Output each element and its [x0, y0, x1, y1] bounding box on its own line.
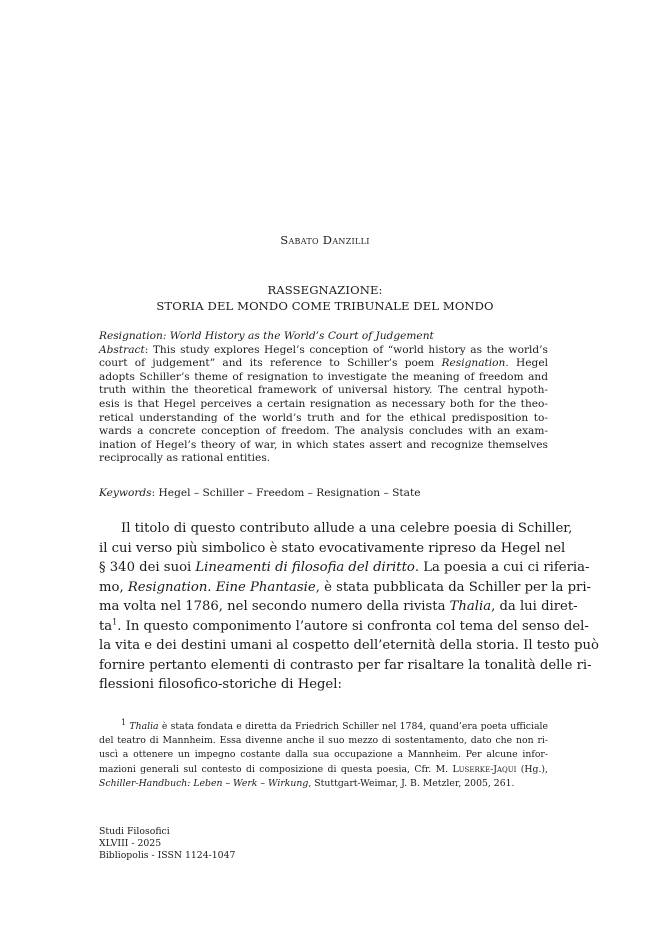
abstract-line: adopts Schiller’s theme of resignation to investigate the meaning of freedom and [99, 370, 548, 383]
footnote-ref[interactable]: 1 [112, 617, 118, 627]
keywords-label: Keywords [99, 487, 152, 499]
footnote-line: Schiller-Handbuch: Leben – Werk – Wirkung, Stuttgart-Weimar, J. B. Metzler, 2005, 261. [99, 777, 515, 789]
footnote-line: $^1$ Thalia è stata fondata e diretta da Friedrich Schiller nel 1784, quand’era poeta ufficiale [121, 717, 548, 732]
body-line: $ta^1$. In questo componimento l’autore si confronta col tema del senso del- [99, 617, 589, 634]
article-title-line-1: RASSEGNAZIONE: [267, 283, 383, 297]
footnote-line: del teatro di Mannheim. Essa divenne anche il suo mezzo di sostentamento, dato che non ri- [99, 735, 548, 747]
abstract-line: reciprocally as rational entities. [99, 452, 271, 465]
body-line: Il titolo di questo contributo allude a una celebre poesia di Schiller, [121, 521, 573, 536]
abstract-line: Abstract: This study explores Hegel’s conception of “world history as the world’s [99, 343, 548, 356]
abstract-section [99, 330, 548, 466]
abstract-label: Abstract [99, 343, 145, 356]
english-title: Resignation: World History as the World’s Court of Judgement [99, 330, 434, 342]
body-line: la vita e dei destini umani al cospetto dell’eternità della storia. Il testo può [99, 638, 599, 653]
author-name: Sabato Danzilli [280, 233, 370, 247]
abstract-line: wards a concrete conception of freedom. The analysis concludes with an exam- [99, 425, 548, 438]
body-line: il cui verso più simbolico è stato evocativamente ripreso da Hegel nel [99, 540, 566, 556]
article-title-line-2: STORIA DEL MONDO COME TRIBUNALE DEL MONDO [156, 299, 494, 313]
abstract-line: truth within the theoretical framework of universal history. The central hypoth- [99, 384, 548, 397]
body-paragraph [99, 519, 599, 695]
journal-name: Studi Filosofici [99, 826, 170, 837]
abstract-line: retical understanding of the world’s truth and for the ethical predisposition to- [99, 411, 548, 424]
journal-info [99, 826, 235, 863]
abstract-line: esis is that Hegel perceives a certain resignation as necessary both for the theo- [99, 397, 548, 410]
body-line: § 340 dei suoi Lineamenti di filosofia del diritto. La poesia a cui ci riferia- [99, 560, 590, 575]
footnote-number: 1 [121, 717, 127, 727]
journal-volume: XLVIII - 2025 [99, 838, 162, 850]
body-line: flessioni filosofico-storiche di Hegel: [99, 677, 342, 692]
footnote-line: mazioni generali sul contesto di composizione di questa poesia, Cfr. M. Luserke-Jaqui (Hg.), [99, 763, 548, 775]
footnote [99, 717, 548, 791]
body-line: fornire pertanto elementi di contrasto per far risaltare la tonalità delle ri- [99, 657, 592, 673]
body-line: ma volta nel 1786, nel secondo numero della rivista Thalia, da lui diret- [99, 599, 578, 614]
body-line: mo, Resignation. Eine Phantasie, è stata pubblicata da Schiller per la pri- [99, 579, 592, 595]
keywords: Keywords: Hegel – Schiller – Freedom – Resignation – State [99, 487, 421, 499]
footnote-line: uscì a ottenere un impegno costante dalla sua occupazione a Mannheim. Per alcune infor- [99, 749, 548, 761]
abstract-line: court of judgement” and its reference to Schiller’s poem Resignation. Hegel [99, 357, 548, 370]
abstract-line: ination of Hegel’s theory of war, in which states assert and recognize themselves [99, 438, 548, 451]
journal-publisher: Bibliopolis - ISSN 1124-1047 [99, 850, 236, 862]
